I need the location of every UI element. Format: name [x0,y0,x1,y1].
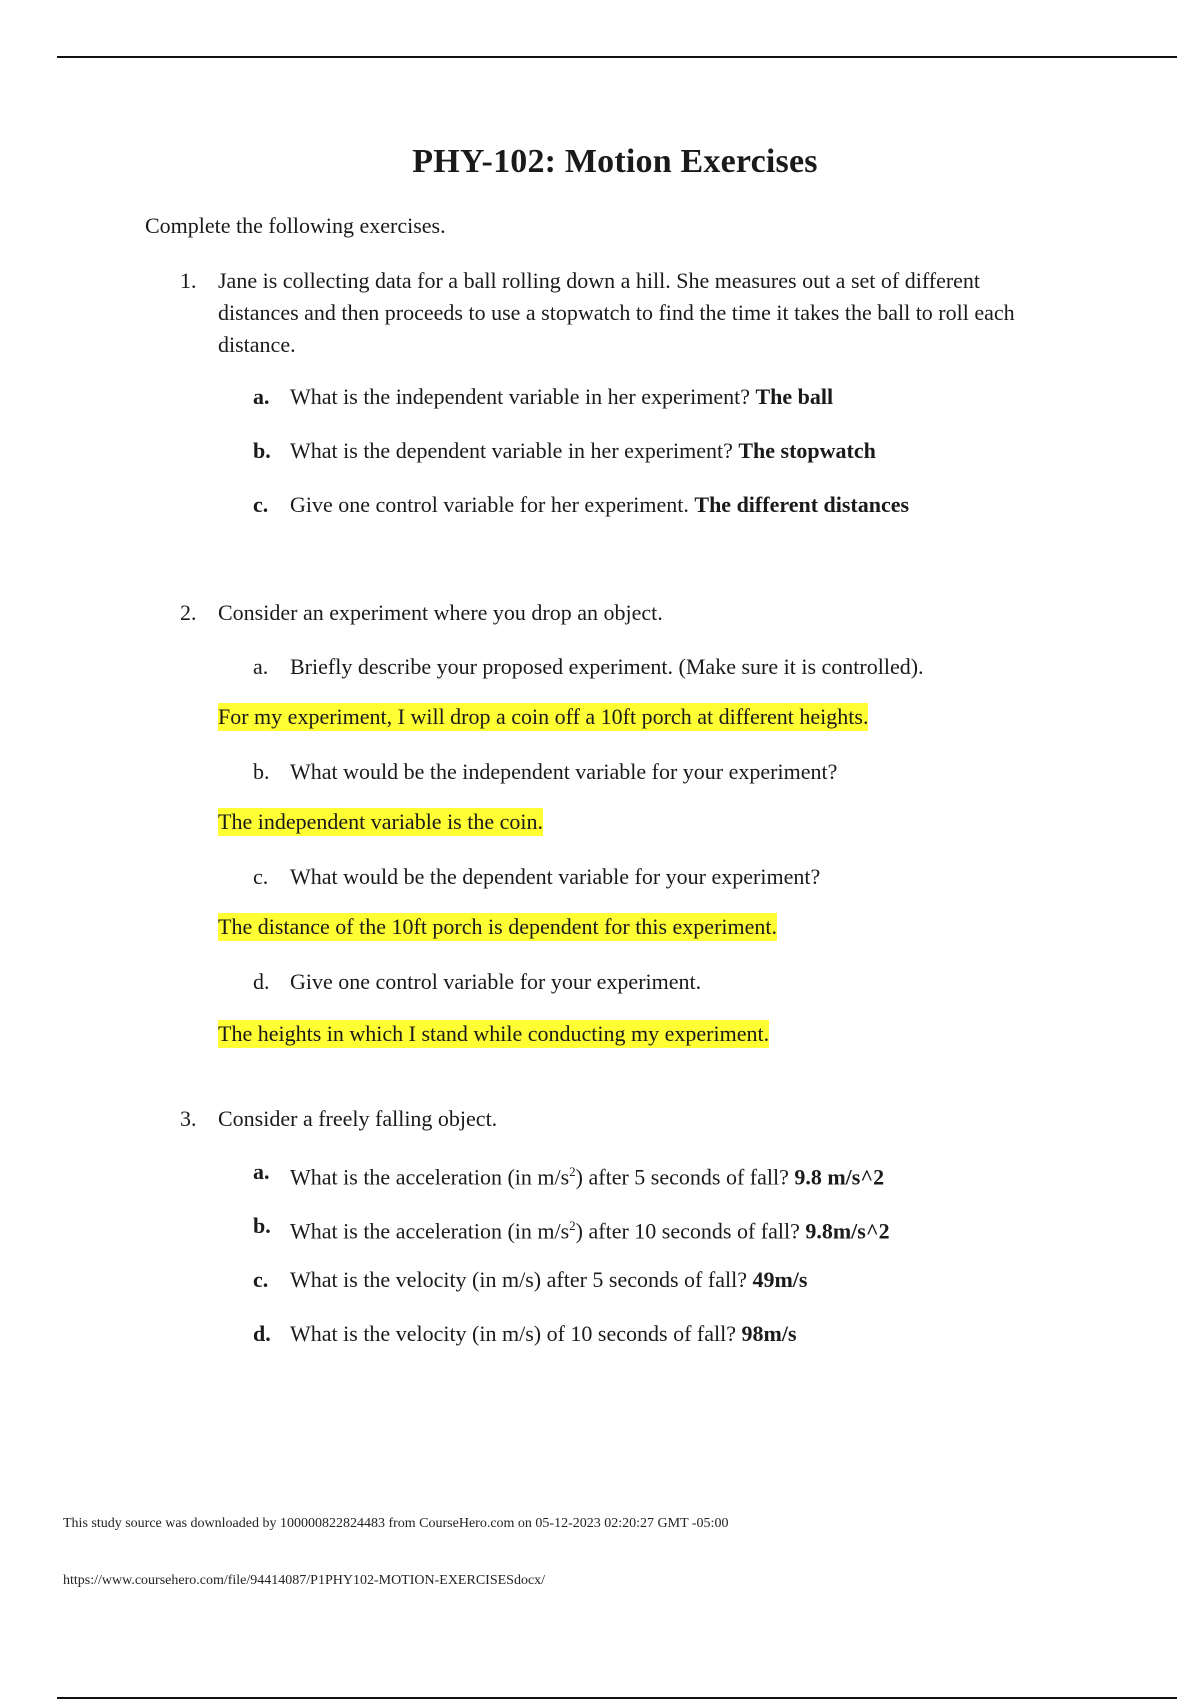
part-question: What is the acceleration (in m/s [290,1164,570,1190]
top-rule [57,56,1177,58]
part-letter: b. [253,759,270,784]
part-answer: 9.8 m/s^2 [794,1164,885,1190]
part-question: What would be the independent variable for your experiment? [290,759,838,784]
part-question-end: ) after 10 seconds of fall? [575,1218,800,1244]
part-answer: The different distances [694,492,910,517]
answer-2b [218,807,543,837]
superscript: 2 [569,1164,576,1179]
part-question: Briefly describe your proposed experiment. (Make sure it is controlled). [290,654,924,679]
question-number: 1. [180,268,197,293]
answer-2c [218,912,777,942]
highlighted-answer: The independent variable is the coin. [218,809,543,834]
part-letter: d. [253,969,270,994]
superscript: 2 [569,1218,576,1233]
intro-text: Complete the following exercises. [145,213,446,238]
part-question: What is the acceleration (in m/s [290,1218,570,1244]
part-letter: b. [253,1213,271,1238]
part-letter: a. [253,384,270,409]
part-question: What is the independent variable in her experiment? [290,384,750,409]
question-text: Jane is collecting data for a ball rolling down a hill. She measures out a set of different distances and then proceeds to use a stopwatch to find the time it takes the ball to roll each distance. [218,268,1015,357]
answer-2a [218,702,868,732]
part-text [290,490,909,520]
part-letter: a. [253,654,269,679]
part-answer: 49m/s [752,1267,808,1292]
source-url[interactable]: https://www.coursehero.com/file/94414087/P1PHY102-MOTION-EXERCISESdocx/ [63,1573,546,1588]
part-letter: a. [253,1159,270,1184]
part-letter: d. [253,1321,271,1346]
highlighted-answer: The heights in which I stand while conducting my experiment. [218,1021,770,1046]
part-question: What would be the dependent variable for your experiment? [290,864,821,889]
part-answer: The ball [755,384,834,409]
question-number: 2. [180,600,197,625]
part-question: What is the velocity (in m/s) after 5 seconds of fall? [290,1267,747,1292]
part-letter: c. [253,864,269,889]
part-letter: c. [253,1267,269,1292]
question-text: Consider a freely falling object. [218,1106,498,1131]
highlighted-answer: For my experiment, I will drop a coin off a 10ft porch at different heights. [218,704,869,729]
part-text [290,1157,884,1192]
part-question: What is the dependent variable in her experiment? [290,438,733,463]
part-text [290,1211,890,1246]
part-question-end: ) after 5 seconds of fall? [575,1164,789,1190]
part-question: Give one control variable for your experiment. [290,969,702,994]
question-number: 3. [180,1106,197,1131]
bottom-rule [57,1697,1177,1699]
part-text [290,1265,807,1295]
highlighted-answer: The distance of the 10ft porch is dependent for this experiment. [218,914,777,939]
document-title: PHY-102: Motion Exercises [412,143,818,180]
answer-2d [218,1019,769,1049]
part-text [290,382,833,412]
part-answer: The stopwatch [738,438,876,463]
part-text [290,1319,797,1349]
part-answer: 98m/s [741,1321,797,1346]
question-text: Consider an experiment where you drop an object. [218,600,663,625]
part-letter: c. [253,492,269,517]
part-question: Give one control variable for her experiment. [290,492,689,517]
part-text [290,436,876,466]
part-answer: 9.8m/s^2 [805,1218,890,1244]
source-note: This study source was downloaded by 100000822824483 from CourseHero.com on 05-12-2023 02:20:27 GMT -05:00 [63,1516,729,1531]
part-question: What is the velocity (in m/s) of 10 seconds of fall? [290,1321,736,1346]
part-letter: b. [253,438,271,463]
